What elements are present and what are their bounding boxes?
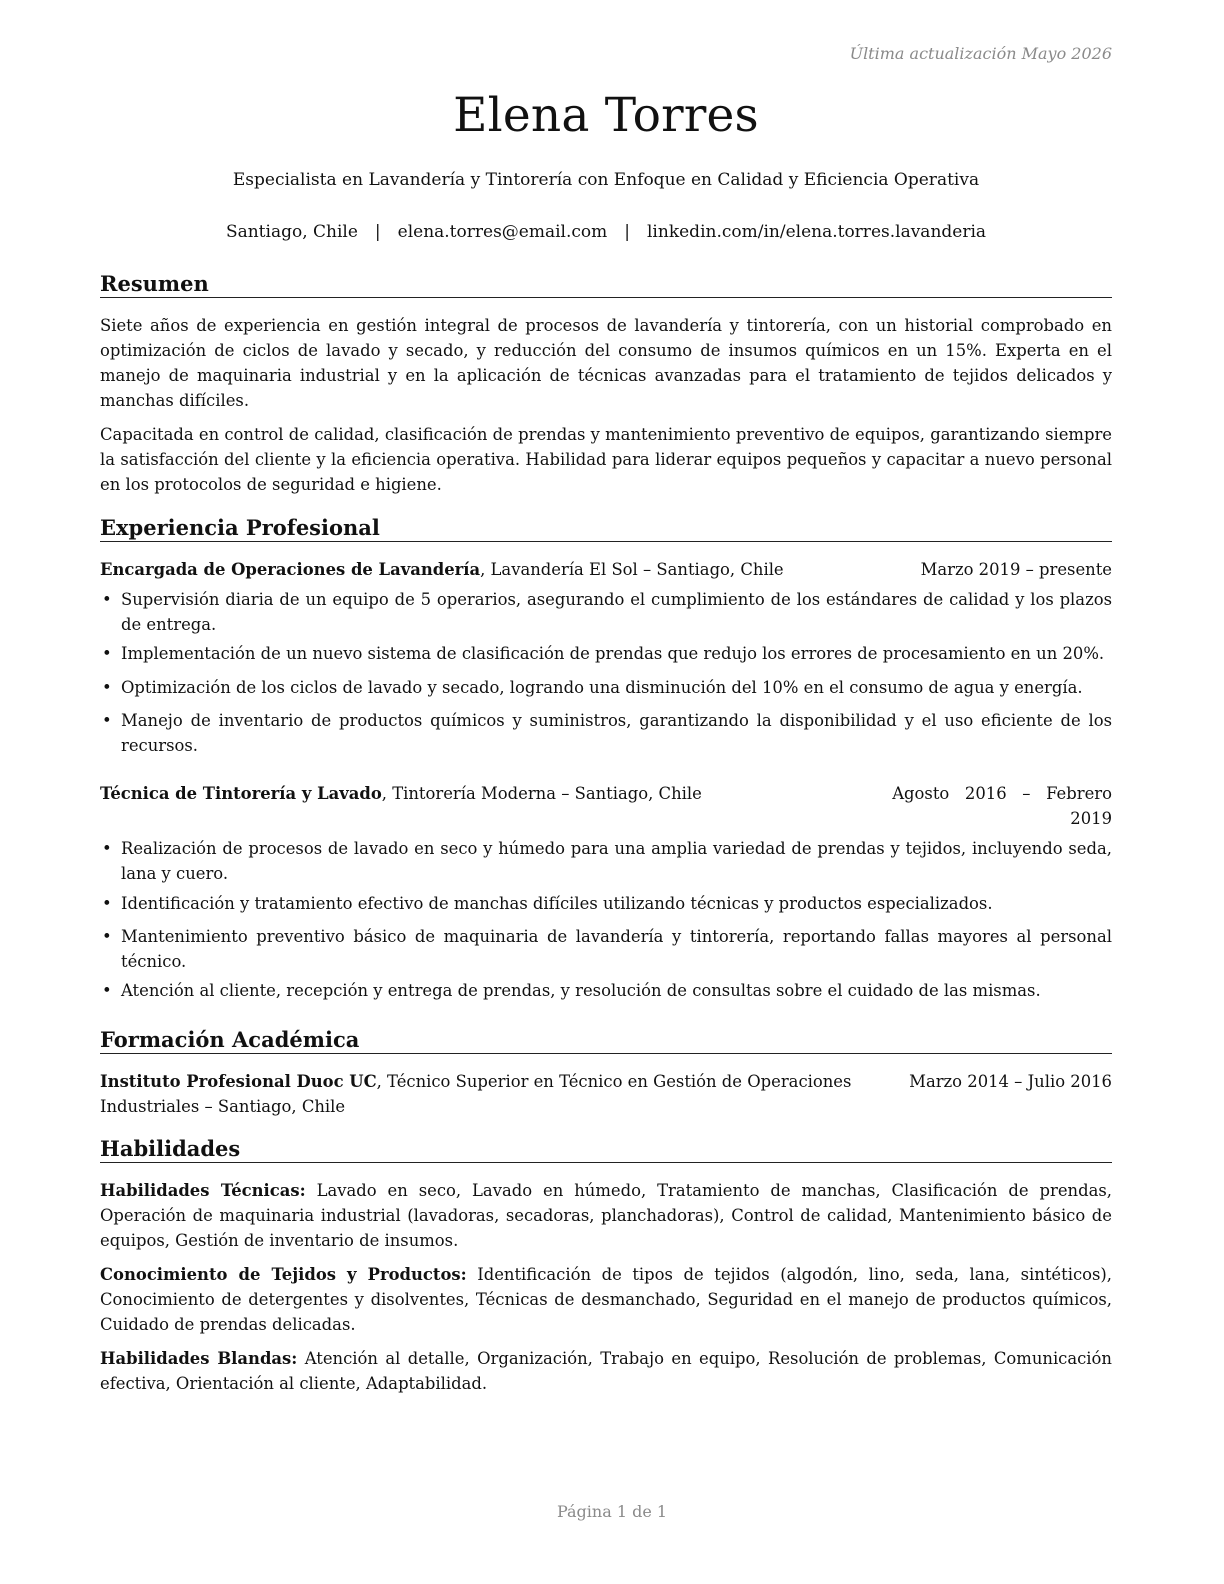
education-degree: , Técnico Superior en Técnico en Gestión de Operaciones: [376, 1072, 852, 1091]
section-title-experience: Experiencia Profesional: [100, 515, 1112, 542]
bullet-item: • Supervisión diaria de un equipo de 5 operarios, asegurando el cumplimiento de los estándares de calidad y los plazos de entrega.: [100, 587, 1112, 637]
education-dates: Marzo 2014 – Julio 2016: [909, 1072, 1112, 1091]
skill-group: [100, 1178, 1112, 1253]
summary-paragraph: Capacitada en control de calidad, clasificación de prendas y mantenimiento preventivo de equipos, garantizando siempre la satisfacción del cliente y la eficiencia operativa. Habilidad para liderar equipos pequeños y capacitar a nuevo personal en los protocolos de seguridad e higiene.: [100, 425, 1112, 494]
education-institution: Instituto Profesional Duoc UC: [100, 1072, 377, 1091]
bullet-item: • Realización de procesos de lavado en seco y húmedo para una amplia variedad de prendas y tejidos, incluyendo seda, lana y cuero.: [100, 836, 1112, 886]
section-title-education: Formación Académica: [100, 1027, 1112, 1054]
section-title-summary: Resumen: [100, 271, 1112, 298]
candidate-name: Elena Torres: [453, 88, 759, 143]
experience-section: [100, 515, 1112, 1003]
skill-group-label: Habilidades Técnicas:: [100, 1181, 306, 1200]
bullet-item: • Implementación de un nuevo sistema de clasificación de prendas que redujo los errores de procesamiento en un 20%.: [100, 641, 1112, 666]
last-updated: Última actualización Mayo 2026: [849, 44, 1112, 63]
contact-line: [100, 220, 1112, 244]
job-bullets: [100, 836, 1112, 1003]
bullet-item: • Mantenimiento preventivo básico de maquinaria de lavandería y tintorería, reportando fallas mayores al personal técnico.: [100, 924, 1112, 974]
education-section: [100, 1027, 1112, 1119]
summary-paragraph: Siete años de experiencia en gestión integral de procesos de lavandería y tintorería, con un historial comprobado en optimización de ciclos de lavado y secado, y reducción del consumo de insumos químicos en un 15%. Experta en el manejo de maquinaria industrial y en la aplicación de técnicas avanzadas para el tratamiento de tejidos delicados y manchas difíciles.: [100, 316, 1112, 410]
bullet-item: • Identificación y tratamiento efectivo de manchas difíciles utilizando técnicas y productos especializados.: [100, 891, 1112, 916]
job-header: [100, 557, 1112, 582]
page-number: Página 1 de 1: [556, 1502, 668, 1521]
job-dates: Marzo 2019 – presente: [920, 560, 1112, 579]
contact-separator: |: [374, 222, 381, 242]
contact-email[interactable]: elena.torres@email.com: [397, 222, 608, 242]
job-header: [100, 781, 1112, 831]
section-title-skills: Habilidades: [100, 1136, 1112, 1163]
tagline: Especialista en Lavandería y Tintorería con Enfoque en Calidad y Eficiencia Operativa: [232, 170, 980, 190]
job-role: Encargada de Operaciones de Lavandería: [100, 560, 481, 579]
job-entry: [100, 557, 1112, 758]
education-entry: [100, 1069, 1112, 1119]
skill-group: [100, 1262, 1112, 1337]
job-company: , Tintorería Moderna – Santiago, Chile: [381, 784, 702, 803]
job-dates-line: Agosto 2016 – Febrero: [892, 784, 1112, 803]
contact-location: Santiago, Chile: [225, 222, 358, 242]
summary-section: [100, 271, 1112, 497]
skill-group: [100, 1346, 1112, 1396]
job-bullets: [100, 587, 1112, 758]
bullet-item: • Optimización de los ciclos de lavado y secado, logrando una disminución del 10% en el consumo de agua y energía.: [100, 675, 1112, 700]
job-role: Técnica de Tintorería y Lavado: [100, 784, 382, 803]
skill-group-text: Identificación de tipos de tejidos (algodón, lino, seda, lana, sintéticos), Conocimiento de detergentes y disolventes, Técnicas de desmanchado, Seguridad en el manejo de productos químicos, Cuidado de prendas delicadas.: [100, 1265, 1113, 1334]
job-entry: [100, 781, 1112, 1003]
job-dates: [892, 781, 1112, 831]
skills-section: [100, 1136, 1112, 1396]
skill-group-text: Atención al detalle, Organización, Trabajo en equipo, Resolución de problemas, Comunicación efectiva, Orientación al cliente, Adaptabilidad.: [100, 1349, 1112, 1393]
job-dates-line: 2019: [1070, 809, 1112, 828]
bullet-item: • Atención al cliente, recepción y entrega de prendas, y resolución de consultas sobre el cuidado de las mismas.: [100, 978, 1112, 1003]
skill-group-text: Lavado en seco, Lavado en húmedo, Tratamiento de manchas, Clasificación de prendas, Operación de maquinaria industrial (lavadoras, secadoras, planchadoras), Control de calidad, Mantenimiento básico de equipos, Gestión de inventario de insumos.: [100, 1181, 1112, 1250]
skill-group-label: Habilidades Blandas:: [100, 1349, 298, 1368]
contact-separator: |: [624, 222, 630, 242]
education-degree-continued: Industriales – Santiago, Chile: [100, 1097, 346, 1116]
job-company: , Lavandería El Sol – Santiago, Chile: [480, 560, 784, 579]
skill-group-label: Conocimiento de Tejidos y Productos:: [100, 1265, 467, 1284]
bullet-item: • Manejo de inventario de productos químicos y suministros, garantizando la disponibilidad y el uso eficiente de los recursos.: [100, 708, 1112, 758]
contact-linkedin[interactable]: linkedin.com/in/elena.torres.lavanderia: [647, 222, 987, 242]
